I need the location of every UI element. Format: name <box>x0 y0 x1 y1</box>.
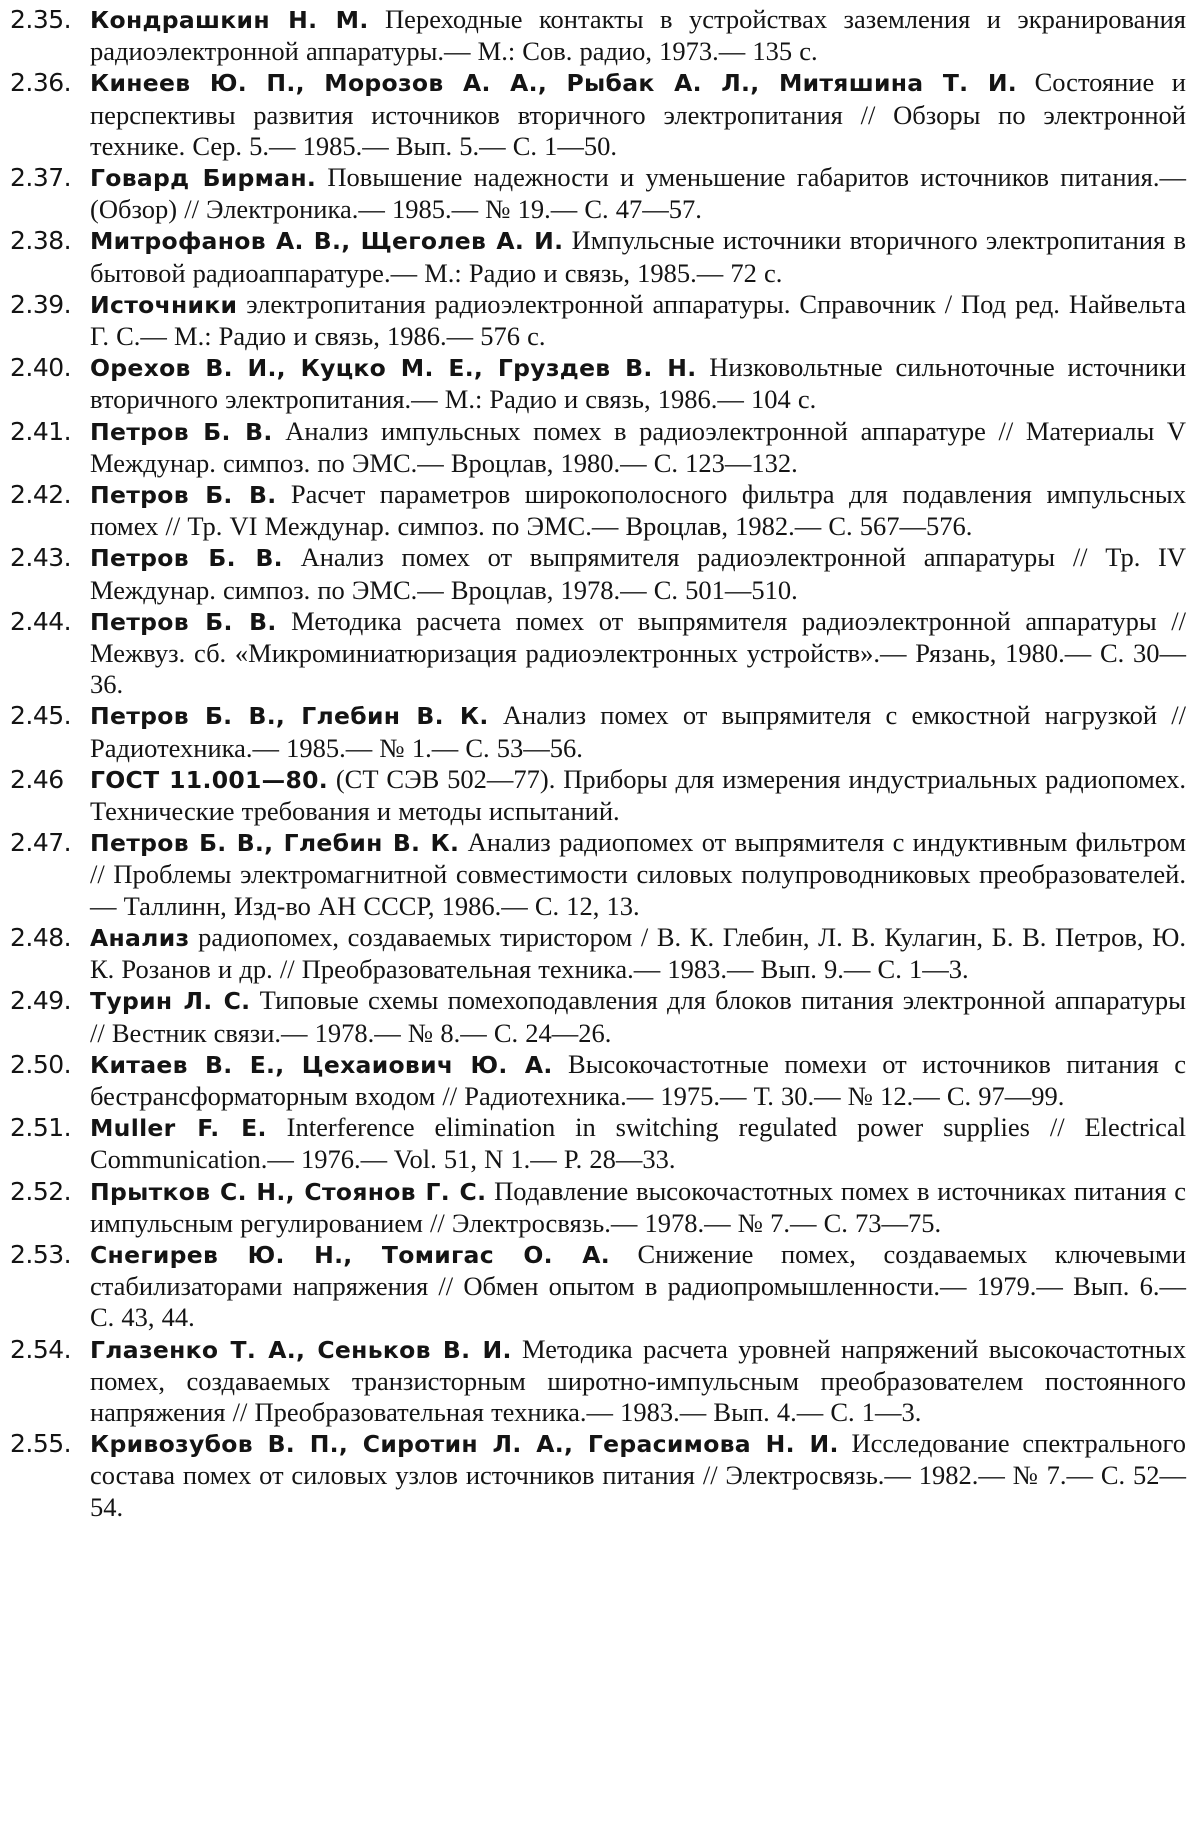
reference-authors: Петров Б. В., Глебин В. К. <box>90 829 460 858</box>
reference-body <box>90 1112 1186 1175</box>
reference-text: (СТ СЭВ 502—77). Приборы для измерения индустриальных радиопомех. Технические требования и методы испытаний. <box>90 763 1186 827</box>
reference-text: Типовые схемы помехоподавления для блоков питания электронной аппаратуры // Вестник связи.— 1978.— № 8.— С. 24—26. <box>90 985 1186 1048</box>
reference-entry <box>10 764 1186 827</box>
reference-number: 2.42. <box>10 480 72 510</box>
reference-body <box>90 352 1186 415</box>
reference-body <box>90 225 1186 288</box>
reference-entry <box>10 162 1186 225</box>
reference-entry <box>10 985 1186 1048</box>
reference-text: Переходные контакты в устройствах заземления и экранирования радиоэлектронной аппаратуры.— М.: Сов. радио, 1973.— 135 с. <box>90 4 1186 67</box>
reference-body <box>90 764 1186 827</box>
reference-text: Подавление высокочастотных помех в источниках питания с импульсным регулированием // Электросвязь.— 1978.— № 7.— С. 73—75. <box>90 1175 1186 1238</box>
reference-entry <box>10 416 1186 479</box>
reference-number: 2.43. <box>10 543 72 573</box>
reference-number: 2.54. <box>10 1334 72 1364</box>
reference-entry <box>10 1239 1186 1334</box>
reference-text: Анализ помех от выпрямителя радиоэлектронной аппаратуры // Тр. IV Междунар. симпоз. по ЭМС.— Вроцлав, 1978.— С. 501—510. <box>90 542 1186 605</box>
reference-authors: Митрофанов А. В., Щеголев А. И. <box>90 227 564 256</box>
reference-entry <box>10 606 1186 701</box>
reference-authors: Источники <box>90 290 238 319</box>
reference-number: 2.44. <box>10 606 72 636</box>
reference-text: Анализ радиопомех от выпрямителя с индуктивным фильтром // Проблемы электромагнитной совместимости силовых полупроводниковых преобразователей.— Таллинн, Изд-во АН СССР, 1986.— С. 12, 13. <box>90 827 1186 921</box>
reference-entry <box>10 1428 1186 1523</box>
reference-text: Состояние и перспективы развития источников вторичного электропитания // Обзоры по электронной технике. Сер. 5.— 1985.— Вып. 5.— С. 1—50. <box>90 67 1186 161</box>
reference-entry <box>10 352 1186 415</box>
reference-body <box>90 1176 1186 1239</box>
reference-authors: Кривозубов В. П., Сиротин Л. А., Герасимова Н. И. <box>90 1430 839 1459</box>
reference-number: 2.38. <box>10 226 72 256</box>
reference-text: Импульсные источники вторичного электропитания в бытовой радиоаппаратуре.— М.: Радио и связь, 1985.— 72 с. <box>90 225 1187 288</box>
reference-entry <box>10 1112 1186 1175</box>
reference-authors: ГОСТ 11.001—80. <box>90 765 328 794</box>
reference-number: 2.36. <box>10 68 72 98</box>
reference-text: Снижение помех, создаваемых ключевыми стабилизаторами напряжения // Обмен опытом в радиопромышленности.— 1979.— Вып. 6.— С. 43, 44. <box>90 1238 1187 1333</box>
reference-entry <box>10 1176 1186 1239</box>
reference-authors: Петров Б. В., Глебин В. К. <box>90 702 489 731</box>
reference-number: 2.47. <box>10 828 72 858</box>
reference-authors: Говард Бирман. <box>90 164 317 193</box>
reference-authors: Глазенко Т. А., Сеньков В. И. <box>90 1335 512 1364</box>
reference-body <box>90 1239 1186 1334</box>
reference-number: 2.51. <box>10 1113 72 1143</box>
reference-body <box>90 700 1186 763</box>
reference-text: Низковольтные сильноточные источники вторичного электропитания.— М.: Радио и связь, 1986.— 104 с. <box>90 352 1186 415</box>
reference-authors: Петров Б. В. <box>90 607 277 636</box>
reference-body <box>90 1049 1186 1112</box>
reference-body <box>90 922 1186 985</box>
reference-text: Исследование спектрального состава помех от силовых узлов источников питания // Электросвязь.— 1982.— № 7.— С. 52—54. <box>90 1428 1186 1522</box>
reference-text: Методика расчета помех от выпрямителя радиоэлектронной аппаратуры // Межвуз. сб. «Микроминиатюризация радиоэлектронных устройств».— Рязань, 1980.— С. 30—36. <box>90 605 1186 700</box>
reference-number: 2.37. <box>10 163 72 193</box>
reference-body <box>90 162 1186 225</box>
reference-number: 2.49. <box>10 986 72 1016</box>
reference-entry <box>10 922 1186 985</box>
reference-text: Расчет параметров широкополосного фильтра для подавления импульсных помех // Тр. VI Междунар. симпоз. по ЭМС.— Вроцлав, 1982.— С. 567—576. <box>90 479 1186 542</box>
reference-number: 2.40. <box>10 353 72 383</box>
reference-entry <box>10 67 1186 162</box>
reference-authors: Прытков С. Н., Стоянов Г. С. <box>90 1177 487 1206</box>
reference-authors: Петров Б. В. <box>90 417 273 446</box>
reference-entry <box>10 225 1186 288</box>
reference-authors: Снегирев Ю. Н., Томигас О. А. <box>90 1240 610 1269</box>
reference-authors: Кондрашкин Н. М. <box>90 6 369 34</box>
reference-body <box>90 985 1186 1048</box>
reference-text: Высокочастотные помехи от источников питания с бестрансформаторным входом // Радиотехника.— 1975.— Т. 30.— № 12.— С. 97—99. <box>90 1048 1186 1111</box>
reference-body <box>90 606 1186 701</box>
reference-body <box>90 479 1186 542</box>
reference-entry <box>10 479 1186 542</box>
reference-authors: Орехов В. И., Куцко М. Е., Груздев В. Н. <box>90 354 697 383</box>
reference-body <box>90 1334 1186 1429</box>
reference-body <box>90 289 1186 352</box>
reference-entry <box>10 1049 1186 1112</box>
reference-entry <box>10 289 1186 352</box>
reference-text: Методика расчета уровней напряжений высокочастотных помех, создаваемых транзисторным широтно-импульсным преобразователем постоянного напряжения // Преобразовательная техника.— 1983.— Вып. 4.— С. 1—3. <box>90 1333 1186 1427</box>
reference-entry <box>10 542 1186 605</box>
reference-text: Анализ импульсных помех в радиоэлектронной аппаратуре // Материалы V Междунар. симпоз. по ЭМС.— Вроцлав, 1980.— С. 123—132. <box>90 415 1186 478</box>
reference-number: 2.48. <box>10 922 72 952</box>
reference-authors: Китаев В. Е., Цехаиович Ю. А. <box>90 1050 553 1079</box>
reference-number: 2.52. <box>10 1176 72 1206</box>
reference-entry <box>10 1334 1186 1429</box>
reference-number: 2.39. <box>10 289 72 319</box>
reference-authors: Кинеев Ю. П., Морозов А. А., Рыбак А. Л., Митяшина Т. И. <box>90 69 1018 98</box>
reference-body <box>90 4 1186 67</box>
reference-body <box>90 416 1186 479</box>
reference-entry <box>10 4 1186 67</box>
reference-text: Interference elimination in switching regulated power supplies // Electrical Communication.— 1976.— Vol. 51, N 1.— P. 28—33. <box>90 1112 1186 1175</box>
reference-number: 2.45. <box>10 701 72 731</box>
reference-entry <box>10 827 1186 922</box>
reference-number: 2.50. <box>10 1049 72 1079</box>
reference-authors: Турин Л. С. <box>90 987 251 1016</box>
reference-authors: Петров Б. В. <box>90 481 277 510</box>
reference-number: 2.53. <box>10 1239 72 1269</box>
reference-text: Повышение надежности и уменьшение габаритов источников питания.— (Обзор) // Электроника.— 1985.— № 19.— С. 47—57. <box>90 162 1186 225</box>
reference-body <box>90 827 1186 922</box>
reference-body <box>90 67 1186 162</box>
reference-text: Анализ помех от выпрямителя с емкостной нагрузкой // Радиотехника.— 1985.— № 1.— С. 53—56. <box>90 700 1186 763</box>
reference-number: 2.55. <box>10 1429 72 1459</box>
reference-number: 2.35. <box>10 5 72 34</box>
reference-authors: Петров Б. В. <box>90 544 283 573</box>
reference-authors: Muller F. E. <box>90 1114 267 1143</box>
reference-number: 2.46 <box>10 764 64 794</box>
reference-text: электропитания радиоэлектронной аппаратуры. Справочник / Под ред. Найвельта Г. С.— М.: Радио и связь, 1986.— 576 с. <box>90 288 1186 352</box>
reference-text: радиопомех, создаваемых тиристором / В. К. Глебин, Л. В. Кулагин, Б. В. Петров, Ю. К. Розанов и др. // Преобразовательная техника.— 1983.— Вып. 9.— С. 1—3. <box>90 921 1186 985</box>
reference-entry <box>10 700 1186 763</box>
reference-number: 2.41. <box>10 416 72 446</box>
reference-authors: Анализ <box>90 923 190 952</box>
reference-body <box>90 1428 1186 1523</box>
reference-body <box>90 542 1186 605</box>
